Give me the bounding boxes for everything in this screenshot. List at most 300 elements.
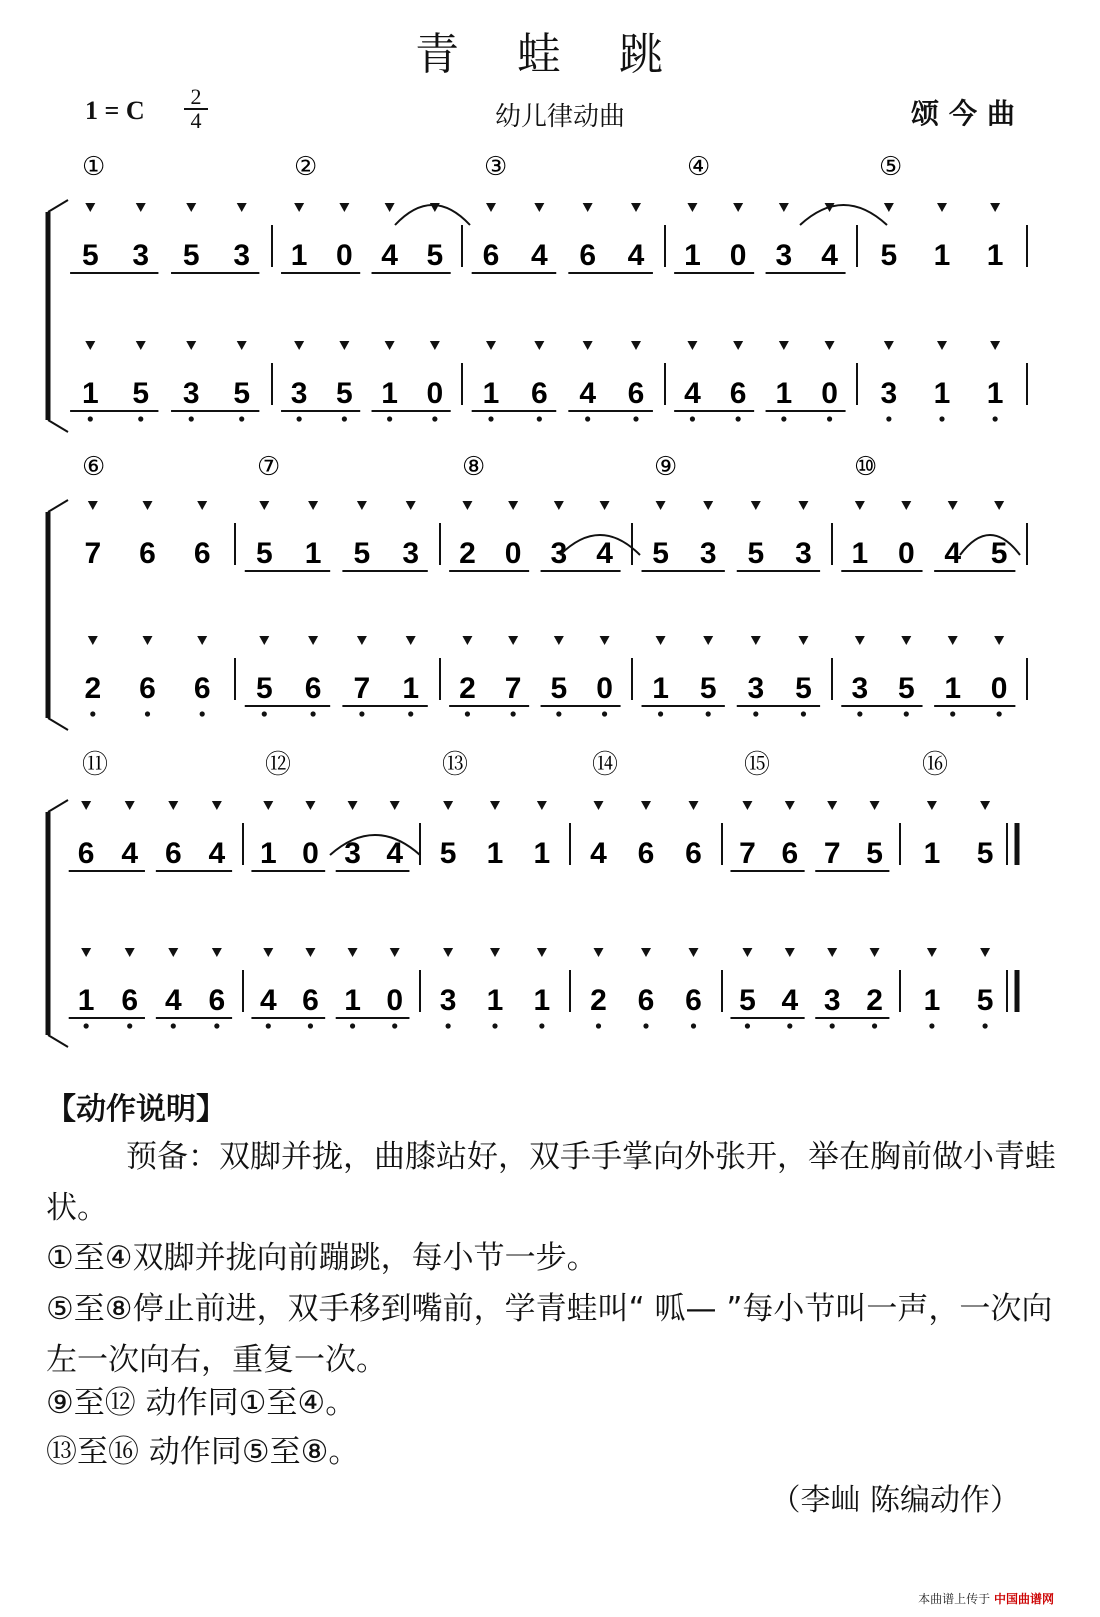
low-octave-dot bbox=[602, 711, 607, 716]
low-octave-dot bbox=[753, 711, 758, 716]
lower-note: 1 bbox=[486, 984, 504, 1017]
upper-note: 1 bbox=[304, 537, 322, 570]
lower-note: 3 bbox=[439, 984, 457, 1017]
lower-note: 4 bbox=[684, 377, 701, 410]
low-octave-dot bbox=[691, 1023, 696, 1028]
staccato-mark bbox=[430, 341, 440, 350]
staccato-mark bbox=[168, 801, 178, 810]
upper-note: 4 bbox=[121, 837, 139, 870]
staccato-mark bbox=[339, 341, 349, 350]
upper-note: 5 bbox=[866, 837, 883, 870]
staccato-mark bbox=[798, 501, 808, 510]
upper-note: 3 bbox=[233, 239, 251, 272]
staccato-mark bbox=[884, 341, 894, 350]
staccato-mark bbox=[980, 948, 990, 957]
lower-note: 2 bbox=[84, 672, 102, 705]
staccato-mark bbox=[168, 948, 178, 957]
upper-note: 0 bbox=[302, 837, 319, 870]
staccato-mark bbox=[406, 636, 416, 645]
upper-note: 5 bbox=[81, 239, 99, 272]
staccato-mark bbox=[594, 948, 604, 957]
upper-note: 0 bbox=[504, 537, 522, 570]
bracket-hook-top bbox=[48, 200, 68, 212]
staccato-mark bbox=[948, 636, 958, 645]
time-signature-top: 2 bbox=[190, 84, 202, 109]
lower-note: 5 bbox=[795, 672, 812, 705]
upper-note: 6 bbox=[781, 837, 799, 870]
lower-note: 1 bbox=[944, 672, 962, 705]
staccato-mark bbox=[901, 636, 911, 645]
upper-note: 1 bbox=[933, 239, 951, 272]
lower-note: 1 bbox=[344, 984, 361, 1017]
measure-number: ⑯ bbox=[922, 750, 949, 780]
staccato-mark bbox=[870, 801, 880, 810]
upper-note: 1 bbox=[684, 239, 701, 272]
staccato-mark bbox=[742, 801, 752, 810]
staccato-mark bbox=[136, 203, 146, 212]
lower-note: 6 bbox=[304, 672, 322, 705]
upper-note: 4 bbox=[208, 837, 226, 870]
upper-note: 3 bbox=[699, 537, 717, 570]
low-octave-dot bbox=[171, 1023, 176, 1028]
lower-note: 6 bbox=[139, 672, 156, 705]
upper-note: 5 bbox=[880, 239, 898, 272]
low-octave-dot bbox=[643, 1023, 648, 1028]
site-name: 中国曲谱网 bbox=[993, 1592, 1054, 1606]
staccato-mark bbox=[631, 203, 641, 212]
staccato-mark bbox=[798, 636, 808, 645]
lower-note: 0 bbox=[426, 377, 444, 410]
staccato-mark bbox=[81, 948, 91, 957]
measure-number: ⑨ bbox=[654, 452, 678, 482]
staccato-mark bbox=[583, 203, 593, 212]
upper-note: 1 bbox=[923, 837, 941, 870]
upper-note: 5 bbox=[990, 537, 1008, 570]
staccato-mark bbox=[687, 203, 697, 212]
lower-note: 6 bbox=[729, 377, 747, 410]
staccato-mark bbox=[703, 501, 713, 510]
lower-note: 3 bbox=[182, 377, 200, 410]
low-octave-dot bbox=[90, 711, 95, 716]
upper-note: 2 bbox=[459, 537, 476, 570]
low-octave-dot bbox=[658, 711, 663, 716]
low-octave-dot bbox=[359, 711, 364, 716]
lower-note: 3 bbox=[851, 672, 869, 705]
staccato-mark bbox=[733, 203, 743, 212]
staccato-mark bbox=[390, 948, 400, 957]
staccato-mark bbox=[980, 801, 990, 810]
lower-note: 1 bbox=[533, 984, 551, 1017]
low-octave-dot bbox=[310, 711, 315, 716]
upper-note: 0 bbox=[897, 537, 915, 570]
low-octave-dot bbox=[342, 416, 347, 421]
measure-number: ⑦ bbox=[257, 452, 281, 482]
lower-note: 5 bbox=[897, 672, 915, 705]
low-octave-dot bbox=[446, 1023, 451, 1028]
upper-note: 6 bbox=[685, 837, 702, 870]
staccato-mark bbox=[237, 203, 247, 212]
staccato-mark bbox=[641, 948, 651, 957]
lower-note: 6 bbox=[637, 984, 655, 1017]
upper-note: 3 bbox=[402, 537, 420, 570]
low-octave-dot bbox=[585, 416, 590, 421]
low-octave-dot bbox=[993, 416, 998, 421]
staccato-mark bbox=[385, 203, 395, 212]
staccato-mark bbox=[143, 636, 153, 645]
staccato-mark bbox=[937, 203, 947, 212]
instruction-2: ⑤至⑧停止前进，双手移到嘴前，学青蛙叫“ 呱— ”每小节叫一声，一次向左一次向右，重复一次。 bbox=[46, 1291, 1053, 1378]
staccato-mark bbox=[443, 801, 453, 810]
upper-note: 6 bbox=[77, 837, 95, 870]
time-signature-bottom: 4 bbox=[190, 108, 202, 133]
measure-number: ⑥ bbox=[82, 452, 106, 482]
upper-note: 5 bbox=[426, 239, 444, 272]
measure-number: ⑮ bbox=[744, 750, 771, 780]
staccato-mark bbox=[263, 948, 273, 957]
lower-note: 5 bbox=[739, 984, 756, 1017]
low-octave-dot bbox=[929, 1023, 934, 1028]
upper-note: 6 bbox=[193, 537, 211, 570]
lower-note: 4 bbox=[259, 984, 277, 1017]
staccato-mark bbox=[937, 341, 947, 350]
staccato-mark bbox=[259, 501, 269, 510]
staccato-mark bbox=[554, 636, 564, 645]
staccato-mark bbox=[687, 341, 697, 350]
staccato-mark bbox=[490, 948, 500, 957]
lower-note: 1 bbox=[381, 377, 398, 410]
staccato-mark bbox=[600, 636, 610, 645]
lower-note: 1 bbox=[986, 377, 1004, 410]
upper-note: 3 bbox=[550, 537, 568, 570]
staccato-mark bbox=[554, 501, 564, 510]
low-octave-dot bbox=[596, 1023, 601, 1028]
lower-note: 1 bbox=[933, 377, 951, 410]
lower-note: 2 bbox=[866, 984, 883, 1017]
low-octave-dot bbox=[262, 711, 267, 716]
low-octave-dot bbox=[904, 711, 909, 716]
upper-note: 4 bbox=[627, 239, 645, 272]
lower-note: 1 bbox=[81, 377, 99, 410]
upper-note: 3 bbox=[132, 239, 150, 272]
low-octave-dot bbox=[556, 711, 561, 716]
choreography-credit: （李屾 陈编动作） bbox=[770, 1483, 1020, 1518]
upper-note: 4 bbox=[596, 537, 613, 570]
lower-note: 3 bbox=[823, 984, 841, 1017]
low-octave-dot bbox=[189, 416, 194, 421]
staccato-mark bbox=[742, 948, 752, 957]
low-octave-dot bbox=[127, 1023, 132, 1028]
staccato-mark bbox=[884, 203, 894, 212]
staccato-mark bbox=[785, 948, 795, 957]
staccato-mark bbox=[656, 501, 666, 510]
staccato-mark bbox=[305, 801, 315, 810]
measure-number: ⑬ bbox=[442, 750, 469, 780]
upper-note: 6 bbox=[579, 239, 597, 272]
lower-note: 7 bbox=[353, 672, 371, 705]
low-octave-dot bbox=[633, 416, 638, 421]
instruction-4: ⑬至⑯ 动作同⑤至⑧。 bbox=[46, 1434, 360, 1470]
low-octave-dot bbox=[138, 416, 143, 421]
staccato-mark bbox=[870, 948, 880, 957]
upper-note: 5 bbox=[652, 537, 669, 570]
low-octave-dot bbox=[488, 416, 493, 421]
staccato-mark bbox=[237, 341, 247, 350]
upper-note: 3 bbox=[344, 837, 361, 870]
staccato-mark bbox=[197, 636, 207, 645]
low-octave-dot bbox=[492, 1023, 497, 1028]
staccato-mark bbox=[85, 341, 95, 350]
low-octave-dot bbox=[266, 1023, 271, 1028]
low-octave-dot bbox=[432, 416, 437, 421]
upper-note: 4 bbox=[381, 239, 398, 272]
upper-note: 1 bbox=[533, 837, 551, 870]
instruction-3: ⑨至⑫ 动作同①至④。 bbox=[46, 1385, 357, 1421]
low-octave-dot bbox=[801, 711, 806, 716]
upper-note: 0 bbox=[729, 239, 747, 272]
upper-note: 0 bbox=[336, 239, 353, 272]
tie-arc bbox=[395, 205, 470, 225]
lower-note: 0 bbox=[990, 672, 1008, 705]
staccato-mark bbox=[855, 636, 865, 645]
staccato-mark bbox=[212, 801, 222, 810]
lower-note: 5 bbox=[132, 377, 150, 410]
staccato-mark bbox=[703, 636, 713, 645]
lower-note: 1 bbox=[402, 672, 420, 705]
lower-note: 6 bbox=[121, 984, 139, 1017]
lower-note: 1 bbox=[652, 672, 669, 705]
low-octave-dot bbox=[539, 1023, 544, 1028]
low-octave-dot bbox=[297, 416, 302, 421]
low-octave-dot bbox=[997, 711, 1002, 716]
upper-note: 6 bbox=[139, 537, 156, 570]
staccato-mark bbox=[197, 501, 207, 510]
upper-note: 4 bbox=[386, 837, 404, 870]
instructions-heading: 【动作说明】 bbox=[46, 1092, 226, 1127]
staccato-mark bbox=[263, 801, 273, 810]
staccato-mark bbox=[927, 948, 937, 957]
lower-note: 2 bbox=[590, 984, 607, 1017]
staccato-mark bbox=[259, 636, 269, 645]
measure-number: ① bbox=[82, 152, 106, 182]
low-octave-dot bbox=[830, 1023, 835, 1028]
upper-note: 5 bbox=[439, 837, 457, 870]
staccato-mark bbox=[689, 948, 699, 957]
upper-note: 5 bbox=[747, 537, 765, 570]
low-octave-dot bbox=[787, 1023, 792, 1028]
staccato-mark bbox=[537, 801, 547, 810]
staccato-mark bbox=[827, 948, 837, 957]
staccato-mark bbox=[827, 801, 837, 810]
low-octave-dot bbox=[239, 416, 244, 421]
staccato-mark bbox=[486, 203, 496, 212]
upper-note: 1 bbox=[259, 837, 277, 870]
staccato-mark bbox=[125, 948, 135, 957]
staccato-mark bbox=[583, 341, 593, 350]
upper-note: 5 bbox=[182, 239, 200, 272]
measure-number: ③ bbox=[484, 152, 508, 182]
staccato-mark bbox=[339, 203, 349, 212]
composer: 颂今曲 bbox=[910, 97, 1025, 130]
subtitle: 幼儿律动曲 bbox=[494, 102, 625, 132]
staccato-mark bbox=[948, 501, 958, 510]
low-octave-dot bbox=[537, 416, 542, 421]
staccato-mark bbox=[689, 801, 699, 810]
staccato-mark bbox=[927, 801, 937, 810]
staccato-mark bbox=[88, 501, 98, 510]
staccato-mark bbox=[751, 501, 761, 510]
staccato-mark bbox=[733, 341, 743, 350]
upper-note: 6 bbox=[637, 837, 655, 870]
lower-note: 6 bbox=[685, 984, 702, 1017]
staccato-mark bbox=[508, 501, 518, 510]
staccato-mark bbox=[136, 341, 146, 350]
measure-number: ② bbox=[294, 152, 318, 182]
key-signature: 1 = C bbox=[85, 96, 145, 125]
staccato-mark bbox=[390, 801, 400, 810]
low-octave-dot bbox=[872, 1023, 877, 1028]
staccato-mark bbox=[990, 341, 1000, 350]
staccato-mark bbox=[357, 636, 367, 645]
staccato-mark bbox=[348, 948, 358, 957]
low-octave-dot bbox=[88, 416, 93, 421]
staccato-mark bbox=[990, 203, 1000, 212]
footer-prefix: 本曲谱上传于 bbox=[918, 1592, 991, 1606]
staccato-mark bbox=[212, 948, 222, 957]
staccato-mark bbox=[534, 341, 544, 350]
staccato-mark bbox=[785, 801, 795, 810]
lower-note: 1 bbox=[923, 984, 941, 1017]
staccato-mark bbox=[357, 501, 367, 510]
lower-note: 7 bbox=[504, 672, 522, 705]
lower-note: 6 bbox=[530, 377, 548, 410]
measure-number: ⑤ bbox=[879, 152, 903, 182]
low-octave-dot bbox=[145, 711, 150, 716]
upper-note: 5 bbox=[255, 537, 273, 570]
lower-note: 0 bbox=[386, 984, 404, 1017]
upper-note: 7 bbox=[84, 537, 102, 570]
staccato-mark bbox=[751, 636, 761, 645]
lower-note: 6 bbox=[193, 672, 211, 705]
lower-note: 6 bbox=[302, 984, 319, 1017]
staccato-mark bbox=[85, 203, 95, 212]
lower-note: 6 bbox=[208, 984, 226, 1017]
bracket-hook-top bbox=[48, 800, 68, 812]
staccato-mark bbox=[348, 801, 358, 810]
lower-note: 3 bbox=[747, 672, 765, 705]
staccato-mark bbox=[294, 203, 304, 212]
low-octave-dot bbox=[827, 416, 832, 421]
staccato-mark bbox=[631, 341, 641, 350]
staccato-mark bbox=[406, 501, 416, 510]
lower-note: 2 bbox=[459, 672, 476, 705]
low-octave-dot bbox=[736, 416, 741, 421]
low-octave-dot bbox=[745, 1023, 750, 1028]
low-octave-dot bbox=[690, 416, 695, 421]
bracket-hook-bottom bbox=[48, 1035, 68, 1047]
lower-note: 1 bbox=[775, 377, 793, 410]
upper-note: 1 bbox=[290, 239, 308, 272]
staccato-mark bbox=[641, 801, 651, 810]
staccato-mark bbox=[508, 636, 518, 645]
staccato-mark bbox=[534, 203, 544, 212]
staccato-mark bbox=[779, 203, 789, 212]
low-octave-dot bbox=[408, 711, 413, 716]
staccato-mark bbox=[125, 801, 135, 810]
lower-note: 3 bbox=[880, 377, 898, 410]
staccato-mark bbox=[656, 636, 666, 645]
instruction-prepare: 预备：双脚并拢，曲膝站好，双手手掌向外张开，举在胸前做小青蛙状。 bbox=[46, 1139, 1056, 1226]
staccato-mark bbox=[308, 636, 318, 645]
lower-note: 5 bbox=[336, 377, 353, 410]
measure-number: ⑩ bbox=[854, 452, 878, 482]
upper-note: 6 bbox=[482, 239, 500, 272]
low-octave-dot bbox=[350, 1023, 355, 1028]
low-octave-dot bbox=[511, 711, 516, 716]
upper-note: 4 bbox=[590, 837, 607, 870]
staccato-mark bbox=[462, 636, 472, 645]
lower-note: 5 bbox=[255, 672, 273, 705]
low-octave-dot bbox=[214, 1023, 219, 1028]
staccato-mark bbox=[779, 341, 789, 350]
upper-note: 7 bbox=[823, 837, 841, 870]
upper-note: 4 bbox=[944, 537, 962, 570]
lower-note: 5 bbox=[699, 672, 717, 705]
low-octave-dot bbox=[706, 711, 711, 716]
bracket-hook-bottom bbox=[48, 718, 68, 730]
staccato-mark bbox=[994, 636, 1004, 645]
staccato-mark bbox=[385, 341, 395, 350]
upper-note: 7 bbox=[739, 837, 756, 870]
low-octave-dot bbox=[84, 1023, 89, 1028]
instruction-1: ①至④双脚并拢向前蹦跳，每小节一步。 bbox=[46, 1240, 598, 1276]
low-octave-dot bbox=[857, 711, 862, 716]
upper-note: 1 bbox=[851, 537, 869, 570]
staccato-mark bbox=[490, 801, 500, 810]
upper-note: 1 bbox=[986, 239, 1004, 272]
staccato-mark bbox=[308, 501, 318, 510]
low-octave-dot bbox=[308, 1023, 313, 1028]
lower-note: 0 bbox=[596, 672, 613, 705]
staccato-mark bbox=[537, 948, 547, 957]
lower-note: 0 bbox=[821, 377, 838, 410]
song-title: 青 蛙 跳 bbox=[415, 29, 685, 80]
measure-number: ⑧ bbox=[462, 452, 486, 482]
upper-note: 5 bbox=[976, 837, 994, 870]
low-octave-dot bbox=[950, 711, 955, 716]
measure-number: ⑭ bbox=[592, 750, 619, 780]
staccato-mark bbox=[294, 341, 304, 350]
staccato-mark bbox=[462, 501, 472, 510]
lower-note: 4 bbox=[164, 984, 182, 1017]
low-octave-dot bbox=[781, 416, 786, 421]
upper-note: 5 bbox=[353, 537, 371, 570]
tie-arc bbox=[800, 205, 887, 225]
measure-number: ④ bbox=[687, 152, 711, 182]
measure-number: ⑪ bbox=[82, 750, 109, 780]
staccato-mark bbox=[143, 501, 153, 510]
low-octave-dot bbox=[886, 416, 891, 421]
staccato-mark bbox=[186, 341, 196, 350]
lower-note: 5 bbox=[550, 672, 568, 705]
staccato-mark bbox=[901, 501, 911, 510]
upload-footer bbox=[918, 1590, 1054, 1607]
staccato-mark bbox=[600, 501, 610, 510]
staccato-mark bbox=[486, 341, 496, 350]
lower-note: 6 bbox=[627, 377, 645, 410]
staccato-mark bbox=[855, 501, 865, 510]
staccato-mark bbox=[186, 203, 196, 212]
measure-number: ⑫ bbox=[265, 750, 292, 780]
